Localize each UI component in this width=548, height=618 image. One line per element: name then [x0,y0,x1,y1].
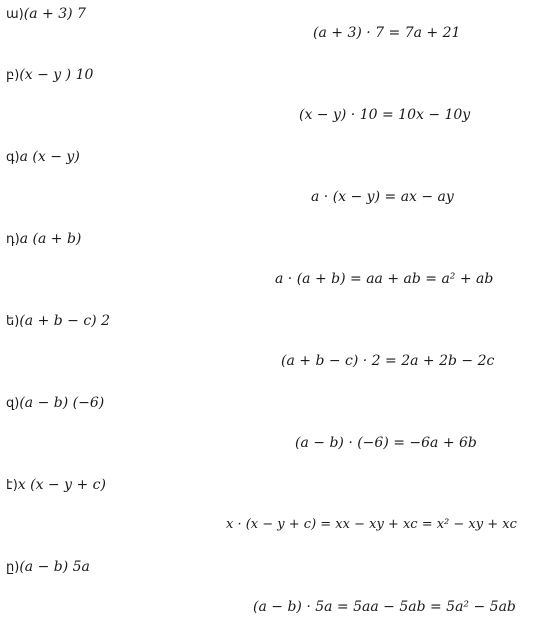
problem-expression: a (x − y) [19,149,80,165]
problem-label: բ) [6,68,20,83]
problem-row [6,148,80,167]
solution-equation: (a + b − c) · 2 = 2a + 2b − 2c [281,353,495,369]
problem-label: ե) [6,314,20,329]
problem-expression: x (x − y + c) [17,477,106,493]
problem-expression: (a − b) 5a [19,559,90,575]
problem-row [6,230,81,249]
problem-label: գ) [6,150,20,165]
problem-row [6,558,90,577]
solution-equation: (a − b) · 5a = 5aa − 5ab = 5a² − 5ab [253,599,516,615]
problem-row [6,476,106,495]
problem-expression: (a − b) (−6) [19,395,105,411]
solution-equation: (a − b) · (−6) = −6a + 6b [295,435,477,451]
problem-label: է) [6,478,18,493]
problem-expression: (a + 3) 7 [23,6,86,22]
problem-row [6,394,104,413]
problem-label: զ) [6,396,20,411]
problem-expression: (x − y ) 10 [19,67,94,83]
problem-row [6,5,86,24]
problem-expression: (a + b − c) 2 [19,313,111,329]
solution-equation: a · (x − y) = ax − ay [311,189,454,205]
solution-equation: x · (x − y + c) = xx − xy + xc = x² − xy + xc [226,517,517,532]
solution-equation: a · (a + b) = aa + ab = a² + ab [275,271,494,287]
problem-label: դ) [6,232,20,247]
solution-equation: (x − y) · 10 = 10x − 10y [299,107,471,123]
problem-row [6,66,93,85]
problem-label: ա) [6,7,24,22]
problem-row [6,312,110,331]
problem-expression: a (a + b) [19,231,82,247]
solution-equation: (a + 3) · 7 = 7a + 21 [313,25,461,41]
problem-label: ը) [6,560,20,575]
